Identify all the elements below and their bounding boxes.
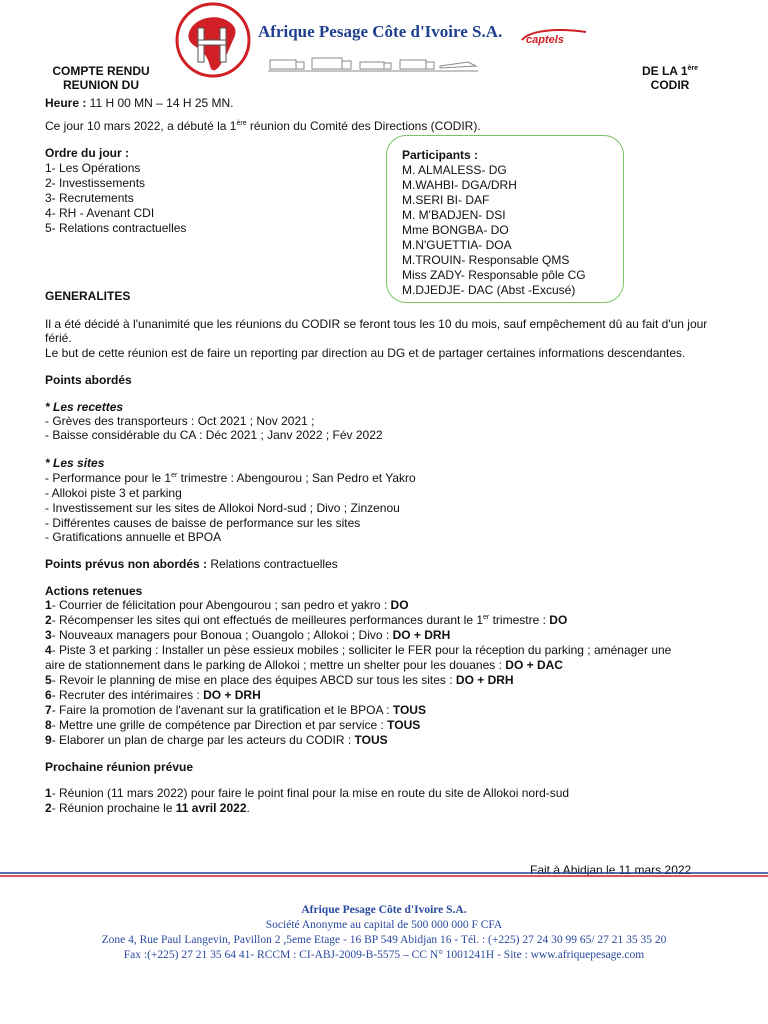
footer-divider bbox=[0, 868, 768, 878]
action-text: - Recruter des intérimaires : bbox=[51, 688, 204, 702]
action-number: 8 bbox=[45, 718, 52, 732]
action-item bbox=[45, 643, 671, 657]
next-meeting-end: . bbox=[246, 801, 250, 815]
action-owner: DO bbox=[390, 598, 409, 612]
intro-after: réunion du Comité des Directions (CODIR). bbox=[246, 119, 481, 133]
participant-item: M. ALMALESS- DG bbox=[402, 163, 507, 177]
action-text: - Piste 3 et parking : Installer un pèse essieux mobiles ; solliciter le FER pour la réception du parking ; aménager une bbox=[51, 643, 672, 657]
meeting-intro bbox=[45, 119, 481, 133]
action-owner: DO + DRH bbox=[455, 673, 514, 687]
actions-title: Actions retenues bbox=[45, 584, 143, 598]
agenda-item: 4- RH - Avenant CDI bbox=[45, 206, 155, 220]
next-meeting-text: - Réunion prochaine le bbox=[51, 801, 176, 815]
action-owner: TOUS bbox=[392, 703, 426, 717]
company-name: Afrique Pesage Côte d'Ivoire S.A. bbox=[258, 22, 503, 41]
generalites-title: GENERALITES bbox=[45, 289, 131, 303]
intro-before: Ce jour 10 mars 2022, a débuté la 1 bbox=[45, 119, 237, 133]
action-owner: TOUS bbox=[354, 733, 388, 747]
footer-capital: Société Anonyme au capital de 500 000 000 F CFA bbox=[265, 919, 503, 931]
action-number: 1 bbox=[45, 598, 52, 612]
action-item bbox=[45, 628, 450, 642]
action-number: 4 bbox=[45, 643, 52, 657]
action-text: - Elaborer un plan de charge par les acteurs du CODIR : bbox=[51, 733, 355, 747]
participant-item: Miss ZADY- Responsable pôle CG bbox=[402, 268, 586, 282]
action-text: - Récompenser les sites qui ont effectués de meilleures performances durant le 1 bbox=[51, 613, 484, 627]
sites-item: - Gratifications annuelle et BPOA bbox=[45, 530, 222, 544]
report-title bbox=[20, 64, 182, 92]
meeting-time bbox=[45, 96, 234, 110]
next-meeting-text: - Réunion (11 mars 2022) pour faire le point final pour la mise en route du site de Allokoi nord-sud bbox=[51, 786, 570, 800]
report-title-right-line2: CODIR bbox=[650, 78, 690, 92]
participant-item: M.N'GUETTIA- DOA bbox=[402, 238, 512, 252]
captels-logo bbox=[518, 26, 590, 48]
action-text: - Revoir le planning de mise en place des équipes ABCD sur tous les sites : bbox=[51, 673, 456, 687]
footer-contact: Fax :(+225) 27 21 35 64 41- RCCM : CI-ABJ-2009-B-5575 – CC N° 1001241H - Site : www.afriquepesage.com bbox=[123, 949, 645, 961]
non-abordes bbox=[45, 557, 338, 571]
next-meeting-date: 11 avril 2022 bbox=[175, 801, 247, 815]
footer-company: Afrique Pesage Côte d'Ivoire S.A. bbox=[301, 904, 467, 916]
next-meeting-title: Prochaine réunion prévue bbox=[45, 760, 194, 774]
action-item bbox=[45, 688, 261, 702]
time-label: Heure : bbox=[45, 96, 87, 110]
action-number: 3 bbox=[45, 628, 52, 642]
next-meeting-item bbox=[45, 786, 569, 800]
action-item bbox=[45, 673, 514, 687]
page-footer bbox=[0, 903, 768, 963]
action-owner: DO bbox=[549, 613, 568, 627]
action-owner: TOUS bbox=[387, 718, 421, 732]
action-text: trimestre : bbox=[489, 613, 550, 627]
action-owner: DO + DRH bbox=[392, 628, 451, 642]
next-meeting-item bbox=[45, 801, 250, 815]
action-owner: DO + DRH bbox=[203, 688, 261, 702]
next-meeting-number: 1 bbox=[45, 786, 52, 800]
report-title-right bbox=[620, 64, 720, 92]
action-number: 6 bbox=[45, 688, 52, 702]
non-abordes-label: Points prévus non abordés : bbox=[45, 557, 208, 571]
action-item bbox=[45, 613, 567, 627]
participant-item: Mme BONGBA- DO bbox=[402, 223, 509, 237]
report-title-right-prefix: DE LA 1 bbox=[641, 64, 688, 78]
action-item-continued bbox=[45, 658, 563, 672]
points-title: Points abordés bbox=[45, 373, 132, 387]
participant-item: M. M'BADJEN- DSI bbox=[402, 208, 506, 222]
action-text: aire de stationnement dans le parking de Allokoi ; mettre un shelter pour les douanes : bbox=[45, 658, 506, 672]
action-text: - Mettre une grille de compétence par Direction et par service : bbox=[51, 718, 388, 732]
recettes-title: * Les recettes bbox=[45, 400, 124, 414]
action-number: 9 bbox=[45, 733, 52, 747]
sites-item: - Investissement sur les sites de Allokoi Nord-sud ; Divo ; Zinzenou bbox=[45, 501, 400, 515]
time-value: 11 H 00 MN – 14 H 25 MN. bbox=[86, 96, 234, 110]
action-sup: er bbox=[483, 614, 490, 621]
report-title-line2: REUNION DU bbox=[62, 78, 139, 92]
captels-logo-text: captels bbox=[526, 34, 564, 46]
intro-sup: ère bbox=[236, 120, 247, 127]
action-number: 7 bbox=[45, 703, 52, 717]
action-owner: DO + DAC bbox=[505, 658, 563, 672]
signature-line: Fait à Abidjan le 11 mars 2022 bbox=[530, 863, 692, 877]
sites-first-before: - Performance pour le 1 bbox=[45, 471, 172, 485]
action-text: - Nouveaux managers pour Bonoua ; Ouangolo ; Allokoi ; Divo : bbox=[51, 628, 393, 642]
agenda-item: 3- Recrutements bbox=[45, 191, 134, 205]
sites-item bbox=[45, 471, 416, 485]
action-item bbox=[45, 598, 409, 612]
participant-item: M.WAHBI- DGA/DRH bbox=[402, 178, 517, 192]
sites-item: - Allokoi piste 3 et parking bbox=[45, 486, 182, 500]
sites-item: - Différentes causes de baisse de performance sur les sites bbox=[45, 516, 361, 530]
participants-box bbox=[386, 135, 624, 303]
action-number: 2 bbox=[45, 613, 52, 627]
action-number: 5 bbox=[45, 673, 52, 687]
non-abordes-value: Relations contractuelles bbox=[207, 557, 338, 571]
action-item bbox=[45, 718, 420, 732]
agenda-item: 1- Les Opérations bbox=[45, 161, 141, 175]
recettes-item: - Grèves des transporteurs : Oct 2021 ; Nov 2021 ; bbox=[45, 414, 315, 428]
agenda-item: 2- Investissements bbox=[45, 176, 146, 190]
sites-first-sup: er bbox=[171, 472, 178, 479]
participant-item: M.SERI BI- DAF bbox=[402, 193, 490, 207]
agenda-title: Ordre du jour : bbox=[45, 146, 129, 160]
sites-title: * Les sites bbox=[45, 456, 105, 470]
agenda-item: 5- Relations contractuelles bbox=[45, 221, 187, 235]
participant-item: M.TROUIN- Responsable QMS bbox=[402, 253, 570, 267]
action-item bbox=[45, 733, 388, 747]
trucks-illustration bbox=[268, 52, 478, 74]
action-text: - Faire la promotion de l'avenant sur la gratification et le BPOA : bbox=[51, 703, 393, 717]
report-title-line1: COMPTE RENDU bbox=[52, 64, 150, 78]
participant-item: M.DJEDJE- DAC (Abst -Excusé) bbox=[402, 283, 576, 297]
participants-title: Participants : bbox=[402, 148, 479, 162]
sites-first-after: trimestre : Abengourou ; San Pedro et Yakro bbox=[177, 471, 416, 485]
report-title-right-sup: ère bbox=[687, 65, 699, 72]
next-meeting-number: 2 bbox=[45, 801, 52, 815]
generalites-para2: Le but de cette réunion est de faire un reporting par direction au DG et de partager certaines informations descendantes. bbox=[45, 346, 686, 360]
action-text: - Courrier de félicitation pour Abengourou ; san pedro et yakro : bbox=[51, 598, 391, 612]
action-item bbox=[45, 703, 426, 717]
generalites-para1: Il a été décidé à l'unanimité que les réunions du CODIR se feront tous les 10 du mois, sauf empêchement dû au fait d'un jour férié. bbox=[45, 317, 708, 345]
footer-address: Zone 4, Rue Paul Langevin, Pavillon 2 ,5eme Etage - 16 BP 549 Abidjan 16 - Tél. : (+225) 27 24 30 99 65/ 27 21 35 35 20 bbox=[101, 934, 667, 946]
recettes-item: - Baisse considérable du CA : Déc 2021 ; Janv 2022 ; Fév 2022 bbox=[45, 428, 383, 442]
